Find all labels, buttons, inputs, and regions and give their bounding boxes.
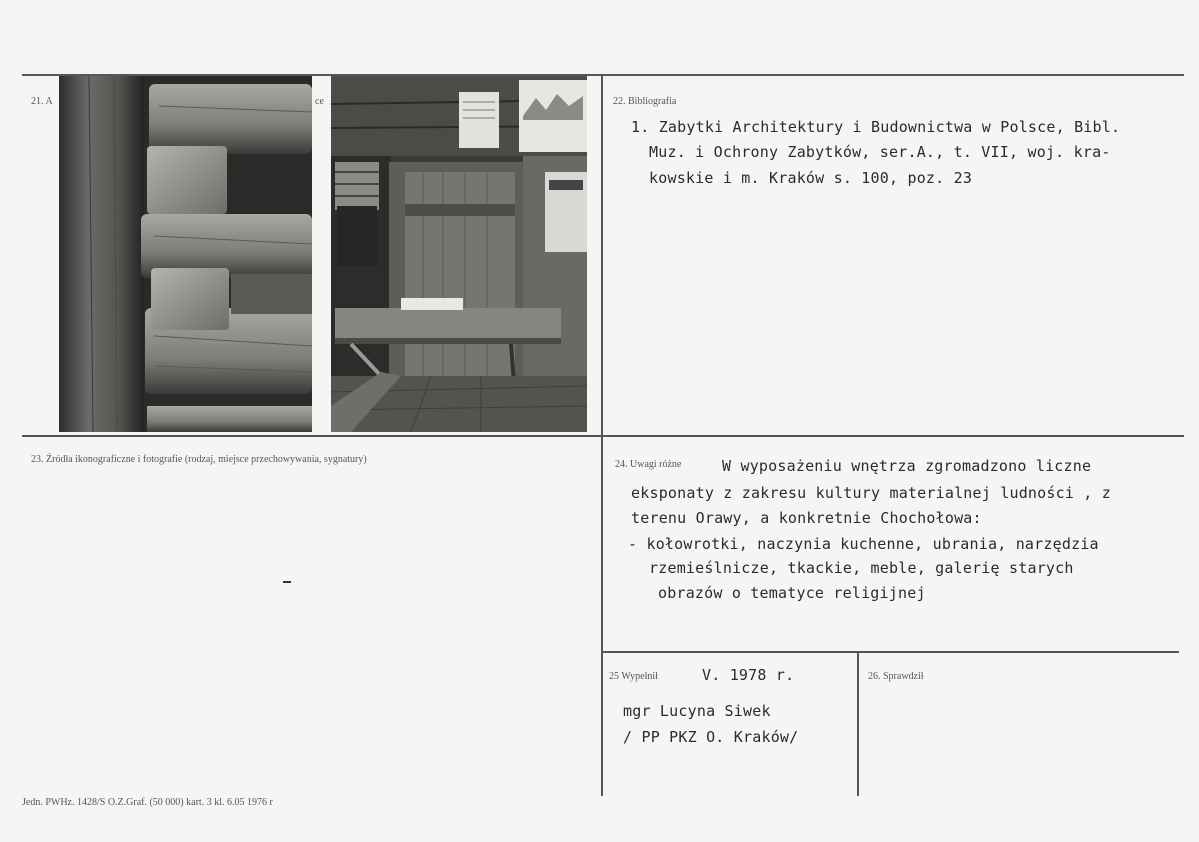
photos-label-tail: ce [315,96,324,107]
bibliography-line-1: 1. Zabytki Architektury i Budownictwa w Polsce, Bibl. [631,118,1121,136]
print-footer: Jedn. PWHz. 1428/S O.Z.Graf. (50 000) kart. 3 kl. 6.05 1976 r [22,797,273,808]
filled-by-label: 25 Wypełnił [609,671,658,682]
photos-label: 21. A [31,96,53,107]
remarks-line-2: eksponaty z zakresu kultury materialnej ludności , z [631,484,1111,502]
filled-name: mgr Lucyna Siwek [623,702,771,720]
photo-interior-door [331,76,587,432]
remarks-line-6: obrazów o tematyce religijnej [658,584,926,602]
photo-log-wall-corner [59,76,312,432]
right-lower-rule [601,651,1179,653]
bibliography-line-3: kowskie i m. Kraków s. 100, poz. 23 [649,169,973,187]
column-divider [601,74,603,796]
remarks-line-5: rzemieślnicze, tkackie, meble, galerię starych [649,559,1074,577]
signature-divider [857,653,859,796]
remarks-line-4: - kołowrotki, naczynia kuchenne, ubrania, narzędzia [628,535,1099,553]
bibliography-label: 22. Bibliografia [613,96,677,107]
remarks-line-3: terenu Orawy, a konkretnie Chochołowa: [631,509,982,527]
checked-by-label: 26. Sprawdził [868,671,924,682]
middle-rule [22,435,1184,437]
bibliography-line-2: Muz. i Ochrony Zabytków, ser.A., t. VII, woj. kra- [649,143,1111,161]
filled-organization: / PP PKZ O. Kraków/ [623,728,799,746]
sources-label: 23. Źródła ikonograficzne i fotografie (rodzaj, miejsce przechowywania, sygnatury) [31,454,367,465]
remarks-line-1: W wyposażeniu wnętrza zgromadzono liczne [722,457,1092,475]
dash-mark [283,581,291,583]
filled-date: V. 1978 r. [702,666,795,684]
remarks-label: 24. Uwagi różne [615,459,682,470]
